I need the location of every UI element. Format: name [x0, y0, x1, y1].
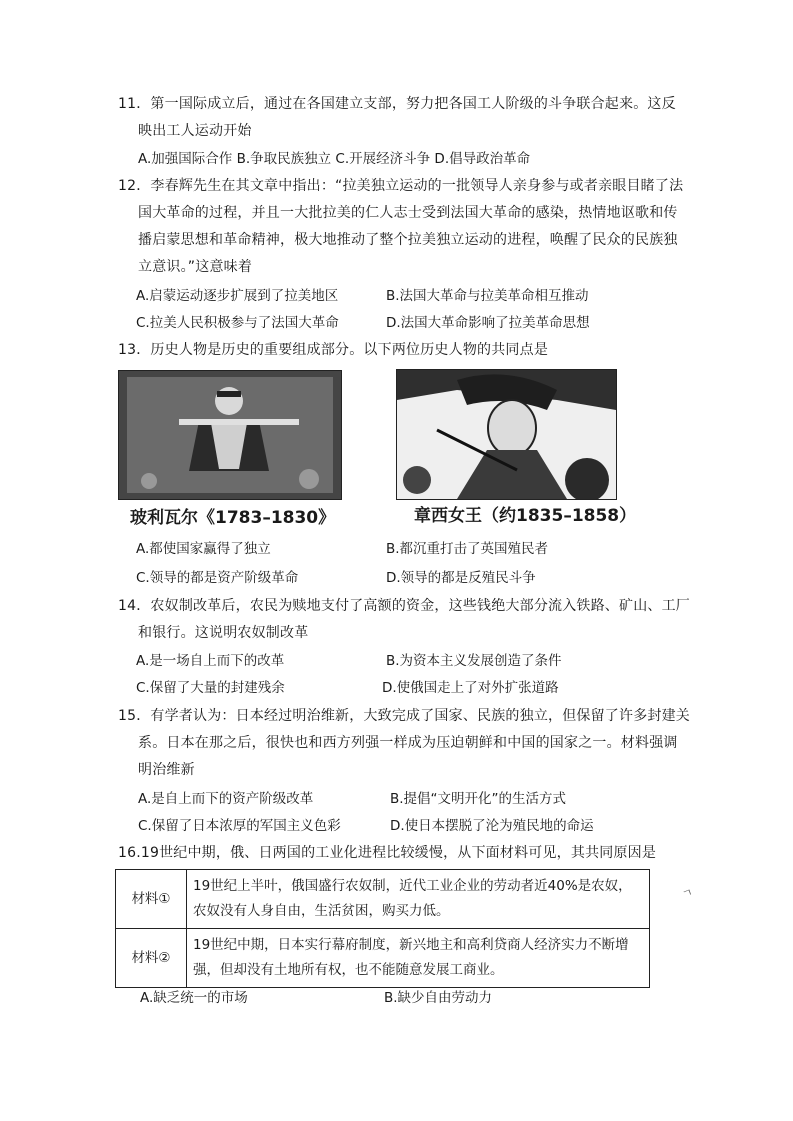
q15-option-a: A.是自上而下的资产阶级改革: [138, 791, 314, 807]
q16-stem: 16.19世纪中期，俄、日两国的工业化进程比较缓慢，从下面材料可见，其共同原因是: [118, 845, 657, 861]
q13-option-c: C.领导的都是资产阶级革命: [136, 570, 299, 586]
q15-option-d: D.使日本摆脱了沦为殖民地的命运: [390, 818, 594, 834]
q12-line-3: 播启蒙思想和革命精神，极大地推动了整个拉美独立运动的进程，唤醒了民众的民族独: [138, 232, 678, 248]
material-2-row: [116, 929, 650, 988]
material-2-text: [187, 929, 650, 988]
q15-option-b: B.提倡“文明开化”的生活方式: [390, 791, 567, 807]
material-1-line-2: 农奴没有人身自由，生活贫困，购买力低。: [193, 903, 450, 919]
q16-option-a: A.缺乏统一的市场: [140, 990, 248, 1006]
q14-line-2: 和银行。这说明农奴制改革: [138, 625, 309, 641]
q13-option-b: B.都沉重打击了英国殖民者: [386, 541, 549, 557]
q15-option-c: C.保留了日本浓厚的军国主义色彩: [138, 818, 341, 834]
stray-scan-mark: ㄱ: [680, 885, 695, 902]
q12-option-c: C.拉美人民积极参与了法国大革命: [136, 315, 339, 331]
q14-option-c: C.保留了大量的封建残余: [136, 680, 285, 696]
q11-options: A.加强国际合作 B.争取民族独立 C.开展经济斗争 D.倡导政治革命: [138, 151, 531, 167]
bolivar-portrait-image: [118, 370, 342, 500]
q11-line-2: 映出工人运动开始: [138, 123, 252, 139]
material-1-row: [116, 870, 650, 929]
q13-option-a: A.都使国家赢得了独立: [136, 541, 271, 557]
q13-option-d: D.领导的都是反殖民斗争: [386, 570, 536, 586]
q14-line-1: 14．农奴制改革后，农民为赎地支付了高额的资金，这些钱绝大部分流入铁路、矿山、工厂: [118, 598, 691, 614]
rani-caption: 章西女王（约1835–1858）: [414, 506, 637, 526]
rani-lakshmibai-image: [396, 369, 617, 500]
q13-stem: 13．历史人物是历史的重要组成部分。以下两位历史人物的共同点是: [118, 342, 549, 358]
bolivar-caption: 玻利瓦尔《1783–1830》: [130, 508, 336, 528]
q15-line-3: 明治维新: [138, 762, 195, 778]
q12-option-a: A.启蒙运动逐步扩展到了拉美地区: [136, 288, 339, 304]
material-2-line-2: 强，但却没有土地所有权，也不能随意发展工商业。: [193, 962, 504, 978]
q16-option-b: B.缺少自由劳动力: [384, 990, 493, 1006]
q14-option-b: B.为资本主义发展创造了条件: [386, 653, 562, 669]
q12-line-4: 立意识。”这意味着: [138, 259, 253, 275]
material-2-line-1: 19世纪中期，日本实行幕府制度，新兴地主和高利贷商人经济实力不断增: [193, 937, 629, 953]
q11-line-1: 11．第一国际成立后，通过在各国建立支部，努力把各国工人阶级的斗争联合起来。这反: [118, 96, 676, 112]
material-1-label: 材料①: [116, 870, 187, 929]
material-2-label: 材料②: [116, 929, 187, 988]
q15-line-1: 15．有学者认为：日本经过明治维新，大致完成了国家、民族的独立，但保留了许多封建关: [118, 708, 691, 724]
q12-line-2: 国大革命的过程，并且一大批拉美的仁人志士受到法国大革命的感染，热情地讴歌和传: [138, 205, 678, 221]
material-1-line-1: 19世纪上半叶，俄国盛行农奴制，近代工业企业的劳动者近40%是农奴，: [193, 878, 632, 894]
q12-option-d: D.法国大革命影响了拉美革命思想: [386, 315, 590, 331]
q12-option-b: B.法国大革命与拉美革命相互推动: [386, 288, 589, 304]
q15-line-2: 系。日本在那之后，很快也和西方列强一样成为压迫朝鲜和中国的国家之一。材料强调: [138, 735, 678, 751]
q14-option-d: D.使俄国走上了对外扩张道路: [382, 680, 559, 696]
q14-option-a: A.是一场自上而下的改革: [136, 653, 285, 669]
q12-line-1: 12．李春辉先生在其文章中指出：“拉美独立运动的一批领导人亲身参与或者亲眼目睹了法: [118, 178, 684, 194]
material-1-text: [187, 870, 650, 929]
q16-material-table: [115, 869, 650, 988]
